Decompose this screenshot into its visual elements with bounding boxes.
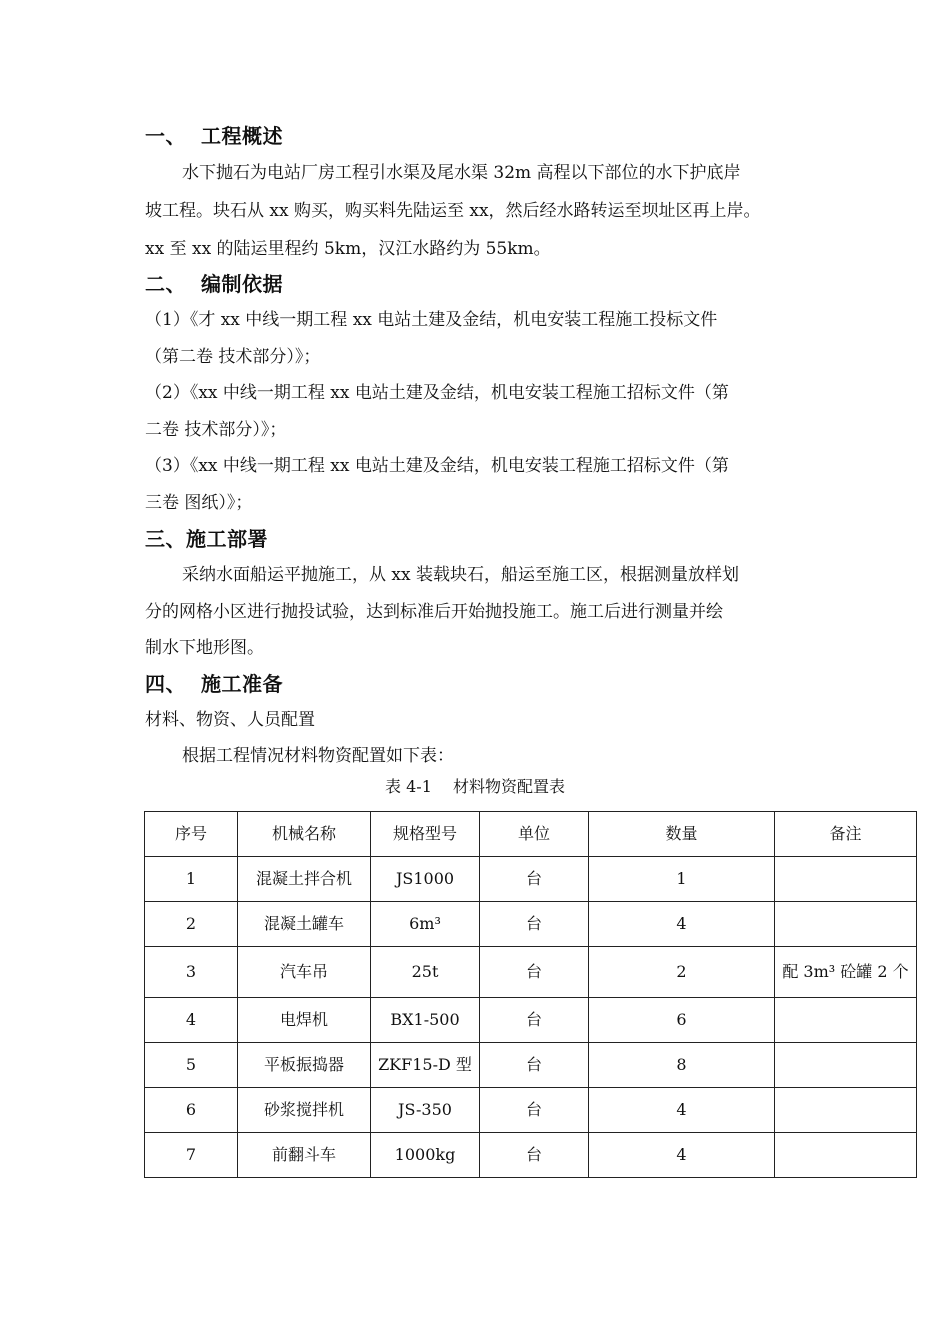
table-row	[145, 1088, 917, 1133]
reference-line: （2）《xx 中线一期工程 xx 电站土建及金结，机电安装工程施工招标文件（第	[145, 383, 729, 403]
table-cell: 混凝土拌合机	[238, 857, 371, 902]
table-row	[145, 902, 917, 947]
table-cell	[775, 857, 917, 902]
section-number: 一、	[145, 124, 186, 148]
section-number: 四、	[145, 672, 186, 696]
table-cell	[775, 998, 917, 1043]
table-cell: 台	[480, 998, 589, 1043]
table-cell-remarks: 配 3m³ 砼罐 2 个	[775, 947, 917, 998]
table-cell: 4	[589, 1088, 775, 1133]
table-cell: 5	[145, 1043, 238, 1088]
table-cell: 混凝土罐车	[238, 902, 371, 947]
paragraph-line: 分的网格小区进行抛投试验，达到标准后开始抛投施工。施工后进行测量并绘	[145, 602, 723, 622]
header-cell-unit: 单位	[480, 812, 589, 857]
paragraph-line: 坡工程。块石从 xx 购买，购买料先陆运至 xx，然后经水路转运至坝址区再上岸。	[145, 201, 761, 221]
table-cell: 7	[145, 1133, 238, 1178]
table-cell: 平板振捣器	[238, 1043, 371, 1088]
table-cell: 台	[480, 857, 589, 902]
table-cell: 25t	[371, 947, 480, 998]
table-cell: 1	[145, 857, 238, 902]
reference-line: 二卷 技术部分）》；	[145, 420, 287, 440]
table-cell: 台	[480, 1043, 589, 1088]
table-cell: JS-350	[371, 1088, 480, 1133]
section-title: 施工准备	[201, 672, 283, 696]
section-heading-1	[145, 124, 283, 148]
table-cell: 4	[589, 902, 775, 947]
table-row	[145, 947, 917, 998]
table-cell	[775, 1133, 917, 1178]
table-cell: 2	[145, 902, 238, 947]
reference-line: （第二卷 技术部分）》；	[145, 347, 321, 367]
table-cell: 台	[480, 1133, 589, 1178]
section-heading-3: 三、施工部署	[145, 527, 268, 551]
section-number: 二、	[145, 272, 186, 296]
table-cell: 4	[589, 1133, 775, 1178]
section-title: 工程概述	[201, 124, 283, 148]
table-cell: BX1-500	[371, 998, 480, 1043]
table-cell: 8	[589, 1043, 775, 1088]
table-cell	[775, 1043, 917, 1088]
table-row	[145, 857, 917, 902]
subheading-line: 材料、物资、人员配置	[145, 710, 315, 730]
table-cell: 台	[480, 902, 589, 947]
table-cell: 4	[145, 998, 238, 1043]
table-cell: 台	[480, 947, 589, 998]
header-cell-no: 序号	[145, 812, 238, 857]
header-cell-remarks: 备注	[775, 812, 917, 857]
table-cell: ZKF15-D 型	[371, 1043, 480, 1088]
table-cell: 6m³	[371, 902, 480, 947]
paragraph-line: 采纳水面船运平抛施工，从 xx 装载块石，船运至施工区，根据测量放样划	[182, 565, 739, 585]
table-cell: 电焊机	[238, 998, 371, 1043]
table-cell: 砂浆搅拌机	[238, 1088, 371, 1133]
reference-line: 三卷 图纸）》；	[145, 493, 253, 513]
paragraph-line: 根据工程情况材料物资配置如下表：	[182, 746, 454, 766]
header-cell-quantity: 数量	[589, 812, 775, 857]
section-heading-2	[145, 272, 283, 296]
table-header-row	[145, 812, 917, 857]
table-row	[145, 1133, 917, 1178]
table-cell: 1000kg	[371, 1133, 480, 1178]
table-cell: 3	[145, 947, 238, 998]
table-cell: 台	[480, 1088, 589, 1133]
paragraph-line: 制水下地形图。	[145, 638, 264, 658]
table-row	[145, 1043, 917, 1088]
table-caption: 表 4-1 材料物资配置表	[385, 777, 565, 796]
table-cell: 汽车吊	[238, 947, 371, 998]
table-cell: 6	[145, 1088, 238, 1133]
section-heading-4	[145, 672, 283, 696]
table-cell	[775, 902, 917, 947]
table-cell: 前翻斗车	[238, 1133, 371, 1178]
table-cell	[775, 1088, 917, 1133]
paragraph-line: xx 至 xx 的陆运里程约 5km，汉江水路约为 55km。	[145, 239, 551, 259]
header-cell-name: 机械名称	[238, 812, 371, 857]
reference-line: （3）《xx 中线一期工程 xx 电站土建及金结，机电安装工程施工招标文件（第	[145, 456, 729, 476]
table-cell: JS1000	[371, 857, 480, 902]
table-row	[145, 998, 917, 1043]
paragraph-line: 水下抛石为电站厂房工程引水渠及尾水渠 32m 高程以下部位的水下护底岸	[182, 163, 741, 183]
materials-table	[144, 811, 917, 1178]
table-cell: 1	[589, 857, 775, 902]
reference-line: （1）《才 xx 中线一期工程 xx 电站土建及金结，机电安装工程施工投标文件	[145, 310, 718, 330]
header-cell-model: 规格型号	[371, 812, 480, 857]
table-cell: 6	[589, 998, 775, 1043]
section-title: 编制依据	[201, 272, 283, 296]
table-cell: 2	[589, 947, 775, 998]
